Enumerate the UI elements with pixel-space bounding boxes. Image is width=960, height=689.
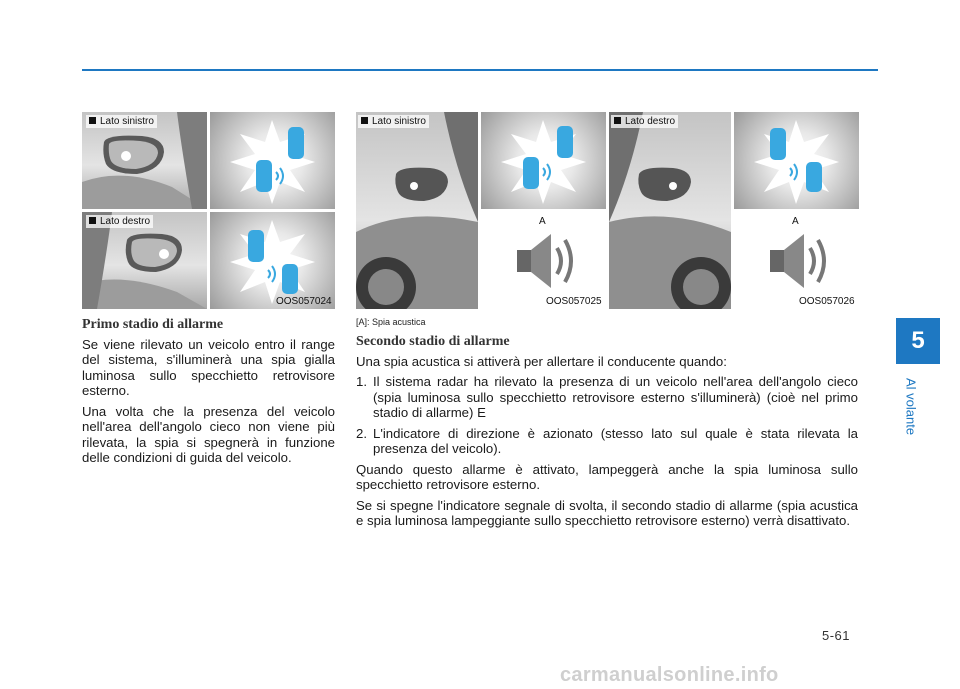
first-stage-paragraph-2: Una volta che la presenza del veicolo nell'area dell'angolo cieco non viene più rilevata, la spia si spegnerà in funzione delle condizioni di guida del veicolo. xyxy=(82,403,335,465)
figure1-label-right: Lato destro xyxy=(86,215,153,228)
second-stage-paragraph-2: Se si spegne l'indicatore segnale di svolta, il secondo stadio di allarme (spia acustica e spia luminosa lampeggiante sullo specchietto retrovisore esterno) verrà disattivato. xyxy=(356,497,858,528)
watermark-text[interactable]: carmanualsonline.info xyxy=(560,664,779,686)
figure2-label: Lato sinistro xyxy=(358,115,429,128)
figure1-label-left: Lato sinistro xyxy=(86,115,157,128)
radar-left-graphic xyxy=(210,112,335,209)
radar-left-stage2-illustration xyxy=(481,112,606,209)
figure3-label: Lato destro xyxy=(611,115,678,128)
radar-right-stage2-illustration xyxy=(734,112,859,209)
page-number: 5-61 xyxy=(822,628,851,643)
header-rule xyxy=(82,69,878,71)
figure2-code: OOS057025 xyxy=(546,296,602,307)
figure1-code: OOS057024 xyxy=(276,296,332,307)
chapter-title: Al volante xyxy=(903,378,919,436)
list-item xyxy=(356,374,858,421)
radar-left-illustration xyxy=(210,112,335,209)
bullet-square-icon xyxy=(89,117,96,124)
bullet-square-icon xyxy=(614,117,621,124)
speaker-left-illustration xyxy=(481,212,606,309)
second-stage-heading: Secondo stadio di allarme xyxy=(356,334,510,349)
first-stage-heading: Primo stadio di allarme xyxy=(82,317,224,332)
first-stage-paragraph-1: Se viene rilevato un veicolo entro il range del sistema, s'illuminerà una spia gialla luminosa sullo specchietto retrovisore esterno. xyxy=(82,336,335,398)
radar-left-stage2-graphic xyxy=(481,112,606,209)
car-side-right-illustration xyxy=(609,112,731,309)
figure-second-stage-right xyxy=(609,112,859,309)
figure-second-stage-left xyxy=(356,112,606,309)
speaker-marker-right: A xyxy=(792,216,799,227)
car-side-right-photo xyxy=(609,112,731,309)
bullet-square-icon xyxy=(361,117,368,124)
figure-caption: [A]: Spia acustica xyxy=(356,317,426,327)
section-second-stage xyxy=(356,334,858,534)
list-item-text: L'indicatore di direzione è azionato (stesso lato sul quale è stata rilevata la presenza del veicolo). xyxy=(373,425,858,456)
second-stage-paragraph-1: Quando questo allarme è attivato, lampeggerà anche la spia luminosa sullo specchietto retrovisore esterno. xyxy=(356,461,858,492)
list-item-number: 1. xyxy=(356,374,367,389)
list-item-text: Il sistema radar ha rilevato la presenza di un veicolo nell'area dell'angolo cieco (spia luminosa sullo specchietto retrovisore esterno s'illuminerà) (cioè nel primo stadio di allarme) E xyxy=(373,374,858,420)
radar-right-stage2-graphic xyxy=(734,112,859,209)
radar-right-graphic xyxy=(210,212,335,309)
speaker-marker-left: A xyxy=(539,216,546,227)
section-first-stage xyxy=(82,317,335,471)
bullet-square-icon xyxy=(89,217,96,224)
radar-right-illustration xyxy=(210,212,335,309)
chapter-tab[interactable]: 5 xyxy=(896,318,940,364)
figure-first-stage xyxy=(82,112,335,309)
car-side-left-photo xyxy=(356,112,478,309)
figure3-code: OOS057026 xyxy=(799,296,855,307)
list-item-number: 2. xyxy=(356,425,367,441)
list-item xyxy=(356,426,858,457)
car-side-left-illustration xyxy=(356,112,478,309)
second-stage-intro: Una spia acustica si attiverà per allertare il conducente quando: xyxy=(356,353,727,369)
speaker-right-illustration xyxy=(734,212,859,309)
